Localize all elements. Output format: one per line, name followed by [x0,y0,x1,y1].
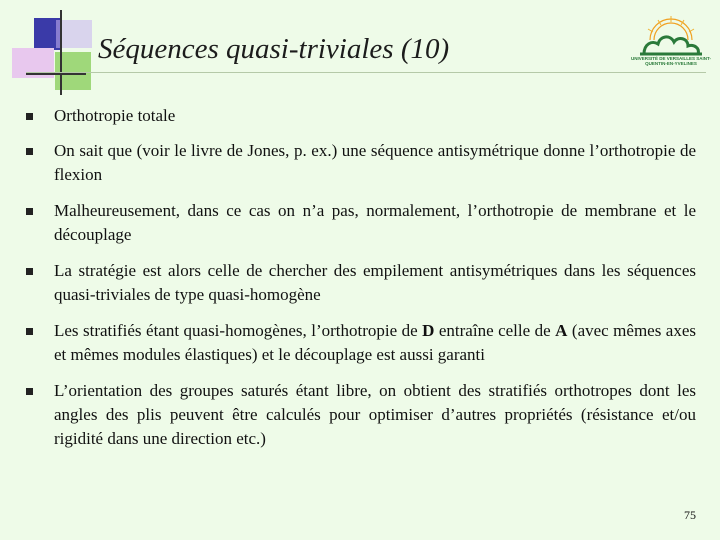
decor-horizontal-line [26,73,86,75]
bullet-bold-a: A [555,321,568,340]
bullet-square-icon [26,113,33,120]
bullet-text-post: (avec mêmes axes et mêmes modules élastiques) et le découplage est aussi garanti [54,321,696,364]
bullet-list [26,104,696,463]
bullet-item [26,139,696,187]
bullet-text: On sait que (voir le livre de Jones, p. ex.) une séquence antisymétrique donne l’orthotropie de flexion [54,141,696,184]
bullet-item [26,259,696,307]
bullet-text: Malheureusement, dans ce cas on n’a pas, normalement, l’orthotropie de membrane et le découplage [54,201,696,244]
bullet-item [26,199,696,247]
slide-title: Séquences quasi-triviales (10) [98,33,450,65]
decor-vertical-line [60,10,62,95]
bullet-text: Orthotropie totale [54,106,176,125]
bullet-item [26,379,696,451]
bullet-text: La stratégie est alors celle de chercher des empilement antisymétriques dans les séquences quasi-triviales de type quasi-homogène [54,261,696,304]
bullet-square-icon [26,268,33,275]
bullet-square-icon [26,148,33,155]
bullet-square-icon [26,208,33,215]
bullet-item [26,104,696,128]
bullet-bold-d: D [422,321,435,340]
bullet-text-pre: Les stratifiés étant quasi-homogènes, l’orthotropie de [54,321,423,340]
bullet-square-icon [26,388,33,395]
title-underline [26,72,706,73]
bullet-text: L’orientation des groupes saturés étant libre, on obtient des stratifiés orthotropes dont les angles des plis peuvent être calculés pour optimiser d’autres propriétés (résistance et/ou rigidité dans une direction etc.) [54,381,696,448]
bullet-text-mid: entraîne celle de [434,321,556,340]
page-number: 75 [684,508,696,522]
logo-caption: UNIVERSITÉ DE VERSAILLES SAINT-QUENTIN-EN-YVELINES [630,56,711,66]
bullet-item [26,319,696,367]
bullet-square-icon [26,328,33,335]
